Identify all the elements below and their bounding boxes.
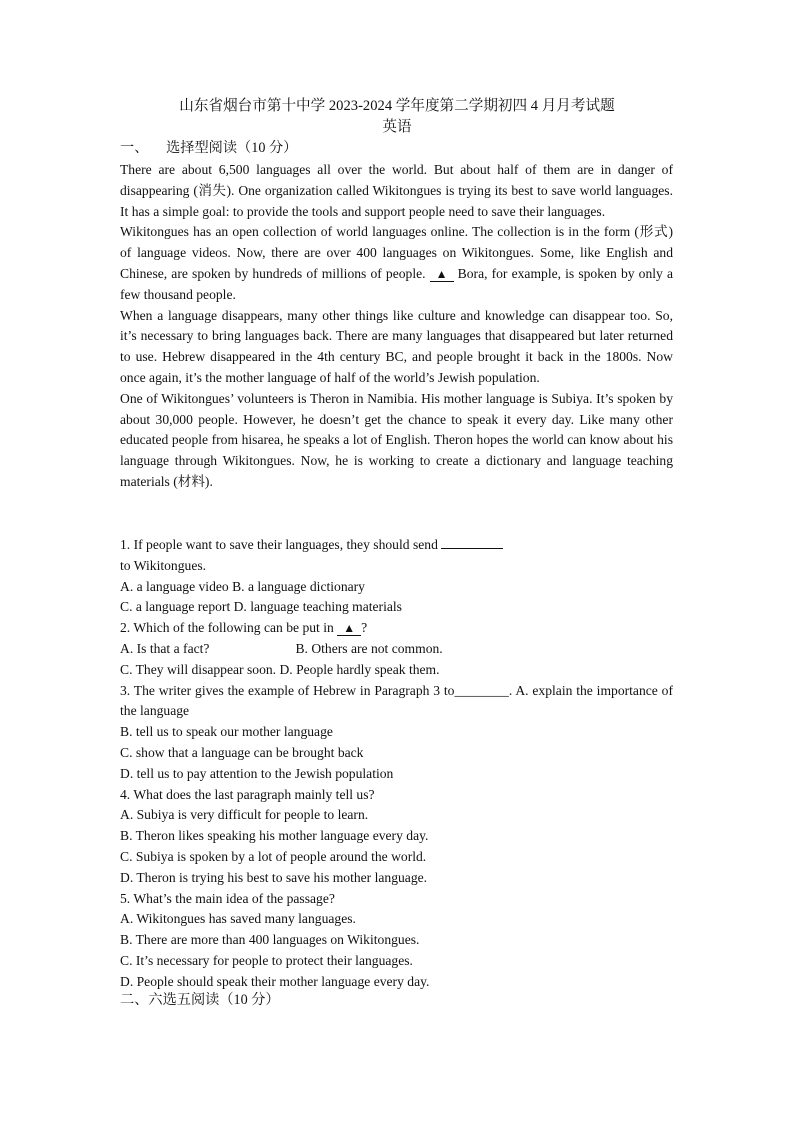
question-1-options-ab: A. a language video B. a language dictionary xyxy=(120,578,365,594)
question-5-option-d: D. People should speak their mother language every day. xyxy=(120,973,430,989)
question-1-stem-end: to Wikitongues. xyxy=(120,557,207,573)
question-2-stem: 2. Which of the following can be put in xyxy=(120,620,334,636)
section-1-heading: 一、 选择型阅读（10 分） xyxy=(120,140,298,156)
blank-marker: ▲ xyxy=(337,621,361,636)
question-3: 3. The writer gives the example of Hebrew in Paragraph 3 to________. A. explain the importance of the language xyxy=(120,682,673,719)
subject-title: 英语 xyxy=(382,119,412,135)
passage-paragraph-2-rest: Bora, for example, is spoken by only a few thousand people. xyxy=(120,265,673,302)
question-4-option-a: A. Subiya is very difficult for people to learn. xyxy=(120,807,369,823)
question-4-option-b: B. Theron likes speaking his mother language every day. xyxy=(120,828,429,844)
question-2-options-cd: C. They will disappear soon. D. People hardly speak them. xyxy=(120,661,440,677)
question-3-option-b: B. tell us to speak our mother language xyxy=(120,724,333,740)
question-1-stem: 1. If people want to save their languages, they should send xyxy=(120,537,438,552)
section-2-heading: 二、六选五阅读（10 分） xyxy=(120,992,280,1008)
question-4-option-c: C. Subiya is spoken by a lot of people around the world. xyxy=(120,848,427,864)
answer-blank xyxy=(441,536,503,549)
passage-paragraph-1: There are about 6,500 languages all over the world. But about half of them are in danger of disappearing (消失). One organization called Wikitongues is trying its best to save world languages. It has a simple goal: to provide the tools and support people need to save their languages. xyxy=(120,162,673,219)
passage-paragraph-3: When a language disappears, many other things like culture and knowledge can disappear too. So, it’s necessary to bring languages back. There are many languages that disappeared but later returned to use. Hebrew disappeared in the 4th century BC, and people brought it back in the 1800s. Now once again, it’s the mother language of half of the world’s Jewish population. xyxy=(120,307,673,385)
passage-paragraph-2 xyxy=(120,222,673,305)
question-4-option-d: D. Theron is trying his best to save his mother language. xyxy=(120,869,428,885)
question-5-option-a: A. Wikitongues has saved many languages. xyxy=(120,911,356,927)
passage-paragraph-4: One of Wikitongues’ volunteers is Theron in Namibia. His mother language is Subiya. It’s spoken by about 30,000 people. However, he doesn’t get the chance to speak it every day. Like many other educated people from hisarea, he speaks a lot of English. Theron hopes the world can know about his language through Wikitongues. Now, he is working to create a dictionary and language teaching materials (材料). xyxy=(120,390,673,489)
question-2-option-a: A. Is that a fact? xyxy=(120,640,210,656)
question-5-option-b: B. There are more than 400 languages on Wikitongues. xyxy=(120,932,420,948)
question-2-options-ab xyxy=(120,639,673,660)
question-list xyxy=(120,535,673,993)
reading-passage xyxy=(120,160,673,493)
question-3-option-d: D. tell us to pay attention to the Jewish population xyxy=(120,765,394,781)
passage-paragraph-2-text: Wikitongues has an open collection of world languages online. The collection is in the form (形式) of language videos. Now, there are over 400 languages on Wikitongues. Some, like English and Chinese, are spoken by hundreds of millions of people. xyxy=(120,224,673,281)
page-title: 山东省烟台市第十中学 2023-2024 学年度第二学期初四 4 月月考试题 xyxy=(179,98,615,114)
question-1 xyxy=(120,535,673,556)
question-2 xyxy=(120,618,673,639)
question-3-option-c: C. show that a language can be brought back xyxy=(120,744,364,760)
blank-marker: ▲ xyxy=(430,267,454,282)
question-mark: ? xyxy=(361,620,368,636)
question-4: 4. What does the last paragraph mainly tell us? xyxy=(120,786,375,802)
question-2-option-b: B. Others are not common. xyxy=(295,640,443,656)
question-5: 5. What’s the main idea of the passage? xyxy=(120,890,335,906)
question-5-option-c: C. It’s necessary for people to protect their languages. xyxy=(120,952,413,968)
question-1-options-cd: C. a language report D. language teaching materials xyxy=(120,599,402,615)
